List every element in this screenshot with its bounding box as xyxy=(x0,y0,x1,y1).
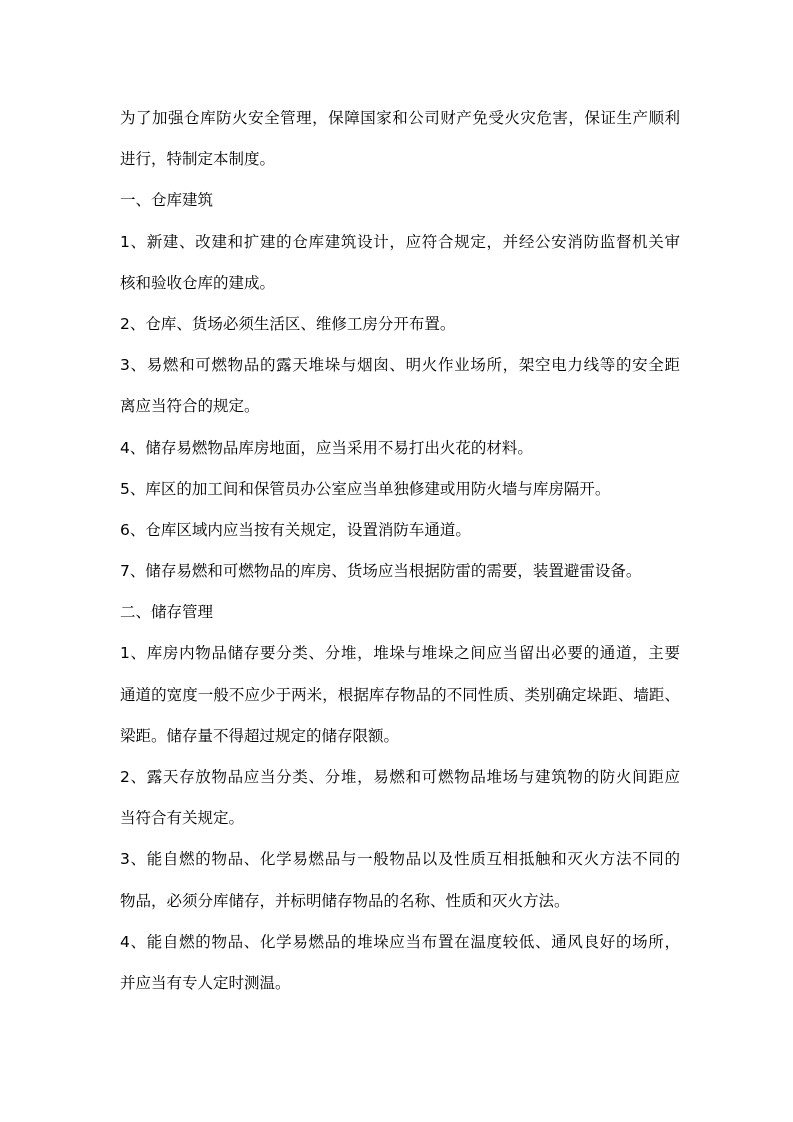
section-heading: 二、储存管理 xyxy=(120,603,214,622)
paragraph-line: 1、新建、改建和扩建的仓库建筑设计，应符合规定，并经公安消防监督机关审 xyxy=(120,232,680,251)
paragraph-line: 2、仓库、货场必须生活区、维修工房分开布置。 xyxy=(120,314,456,333)
paragraph-line: 3、易燃和可燃物品的露天堆垛与烟囱、明火作业场所，架空电力线等的安全距 xyxy=(120,356,680,375)
paragraph-line: 6、仓库区域内应当按有关规定，设置消防车通道。 xyxy=(120,520,471,539)
paragraph-line: 物品，必须分库储存，并标明储存物品的名称、性质和灭火方法。 xyxy=(120,891,570,910)
paragraph-line: 3、能自燃的物品、化学易燃品与一般物品以及性质互相抵触和灭火方法不同的 xyxy=(120,850,680,869)
paragraph-line: 核和验收仓库的建成。 xyxy=(120,273,276,292)
section-heading: 一、仓库建筑 xyxy=(120,191,214,210)
paragraph-line: 为了加强仓库防火安全管理，保障国家和公司财产免受火灾危害，保证生产顺利 xyxy=(120,109,680,127)
paragraph-line: 梁距。储存量不得超过规定的储存限额。 xyxy=(120,726,400,745)
paragraph-line: 2、露天存放物品应当分类、分堆，易燃和可燃物品堆场与建筑物的防火间距应 xyxy=(120,768,680,786)
document-body xyxy=(120,98,680,1004)
paragraph-line: 进行，特制定本制度。 xyxy=(120,150,276,169)
paragraph-line: 离应当符合的规定。 xyxy=(120,397,260,416)
paragraph-line: 4、能自燃的物品、化学易燃品的堆垛应当布置在温度较低、通风良好的场所， xyxy=(120,932,680,951)
paragraph-line: 当符合有关规定。 xyxy=(120,809,245,828)
paragraph-line: 1、库房内物品储存要分类、分堆，堆垛与堆垛之间应当留出必要的通道，主要 xyxy=(120,644,680,663)
paragraph-line: 4、储存易燃物品库房地面，应当采用不易打出火花的材料。 xyxy=(120,438,533,457)
paragraph-line: 通道的宽度一般不应少于两米，根据库存物品的不同性质、类别确定垛距、墙距、 xyxy=(120,685,680,704)
paragraph-line: 5、库区的加工间和保管员办公室应当单独修建或用防火墙与库房隔开。 xyxy=(120,479,611,498)
paragraph-line: 并应当有专人定时测温。 xyxy=(120,973,291,992)
paragraph-line: 7、储存易燃和可燃物品的库房、货场应当根据防雷的需要，装置避雷设备。 xyxy=(120,562,642,581)
